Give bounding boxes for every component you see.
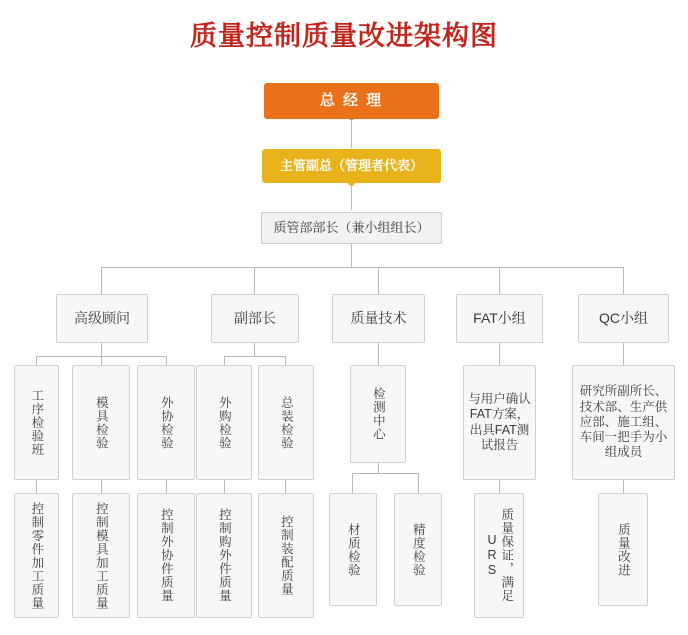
connector-b0-c2	[166, 356, 167, 365]
node-deputy-gm[interactable]: 主管副总（管理者代表）	[262, 149, 441, 183]
node-label: 控制购外件质量	[217, 508, 232, 603]
connector-l2-l3-1	[101, 480, 102, 493]
connector-b0-c1	[101, 356, 102, 365]
branch-qc-group[interactable]: QC小组	[578, 294, 669, 343]
node-qa-director[interactable]: 质管部部长（兼小组组长）	[261, 212, 442, 244]
node-process-inspection-team[interactable]	[14, 365, 59, 480]
branch-senior-advisor[interactable]: 高级顾问	[56, 294, 148, 343]
connector-drop-b4	[623, 267, 624, 294]
connector-jc-bus	[352, 473, 418, 474]
connector-b1-stem	[254, 343, 255, 356]
node-control-outsourced-quality[interactable]	[137, 493, 195, 618]
connector-jc-c0	[352, 473, 353, 493]
connector-l2-l3-4	[285, 480, 286, 493]
connector-drop-b0	[101, 267, 102, 294]
node-purchase-inspection[interactable]	[196, 365, 252, 480]
connector-drop-b2	[378, 267, 379, 294]
connector-l2-l3-0	[36, 480, 37, 493]
connector-jc-c1	[418, 473, 419, 493]
node-control-mold-quality[interactable]	[72, 493, 130, 618]
node-testing-center[interactable]	[350, 365, 406, 463]
node-label: 材质检验	[346, 522, 361, 577]
connector-trunk-0-1	[351, 118, 352, 148]
node-label: 控制零件加工质量	[29, 501, 44, 610]
connector-drop-b1	[254, 267, 255, 294]
node-general-manager[interactable]: 总 经 理	[264, 83, 439, 119]
node-label: 模具检验	[94, 395, 109, 450]
node-label: 总装检验	[279, 395, 294, 450]
connector-b1-c0	[224, 356, 225, 365]
node-label: 检测中心	[371, 387, 386, 441]
connector-trunk-2-bus	[351, 243, 352, 267]
node-label: 控制外协件质量	[159, 508, 174, 603]
node-precision-inspection[interactable]	[394, 493, 442, 606]
connector-b1-bus	[224, 356, 285, 357]
node-label: 控制装配质量	[279, 515, 294, 596]
connector-drop-b3	[499, 267, 500, 294]
connector-b4-stem	[623, 343, 624, 365]
node-label: 质量改进	[616, 522, 631, 577]
branch-deputy-director[interactable]: 副部长	[211, 294, 299, 343]
connector-jc-stem	[378, 463, 379, 473]
node-label: 外购检验	[217, 395, 232, 450]
connector-l2-l3-2	[166, 480, 167, 493]
connector-b3-stem	[499, 343, 500, 365]
connector-branch-bus	[101, 267, 623, 268]
branch-quality-tech[interactable]: 质量技术	[332, 294, 425, 343]
node-label: 外协检验	[159, 395, 174, 450]
node-assembly-inspection[interactable]	[258, 365, 314, 480]
node-mold-inspection[interactable]	[72, 365, 130, 480]
node-outsourcing-inspection[interactable]	[137, 365, 195, 480]
node-label: 精度检验	[411, 522, 426, 577]
node-label: 控制模具加工质量	[94, 501, 109, 610]
connector-qc-stem	[623, 480, 624, 493]
node-material-inspection[interactable]	[329, 493, 377, 606]
connector-l2-l3-3	[224, 480, 225, 493]
connector-fat-stem	[499, 480, 500, 493]
node-label: 工序检验班	[29, 388, 44, 457]
node-quality-improvement[interactable]	[598, 493, 648, 606]
node-fat-plan[interactable]: 与用户确认FAT方案，出具FAT测试报告	[463, 365, 536, 480]
node-quality-assurance-urs[interactable]	[474, 493, 524, 618]
node-qc-members[interactable]: 研究所副所长、技术部、生产供应部、施工组、车间一把手为小组成员	[572, 365, 675, 480]
connector-b0-c0	[36, 356, 37, 365]
node-control-purchased-quality[interactable]	[196, 493, 252, 618]
node-control-assembly-quality[interactable]	[258, 493, 314, 618]
connector-b0-stem	[101, 343, 102, 356]
connector-b2-stem	[378, 343, 379, 365]
branch-fat-group[interactable]: FAT小组	[456, 294, 543, 343]
connector-b1-c1	[285, 356, 286, 365]
node-label: 质量保证，满足URS	[485, 508, 514, 603]
node-control-part-quality[interactable]	[14, 493, 59, 618]
connector-trunk-1-2	[351, 183, 352, 210]
page-title: 质量控制质量改进架构图	[190, 21, 498, 51]
